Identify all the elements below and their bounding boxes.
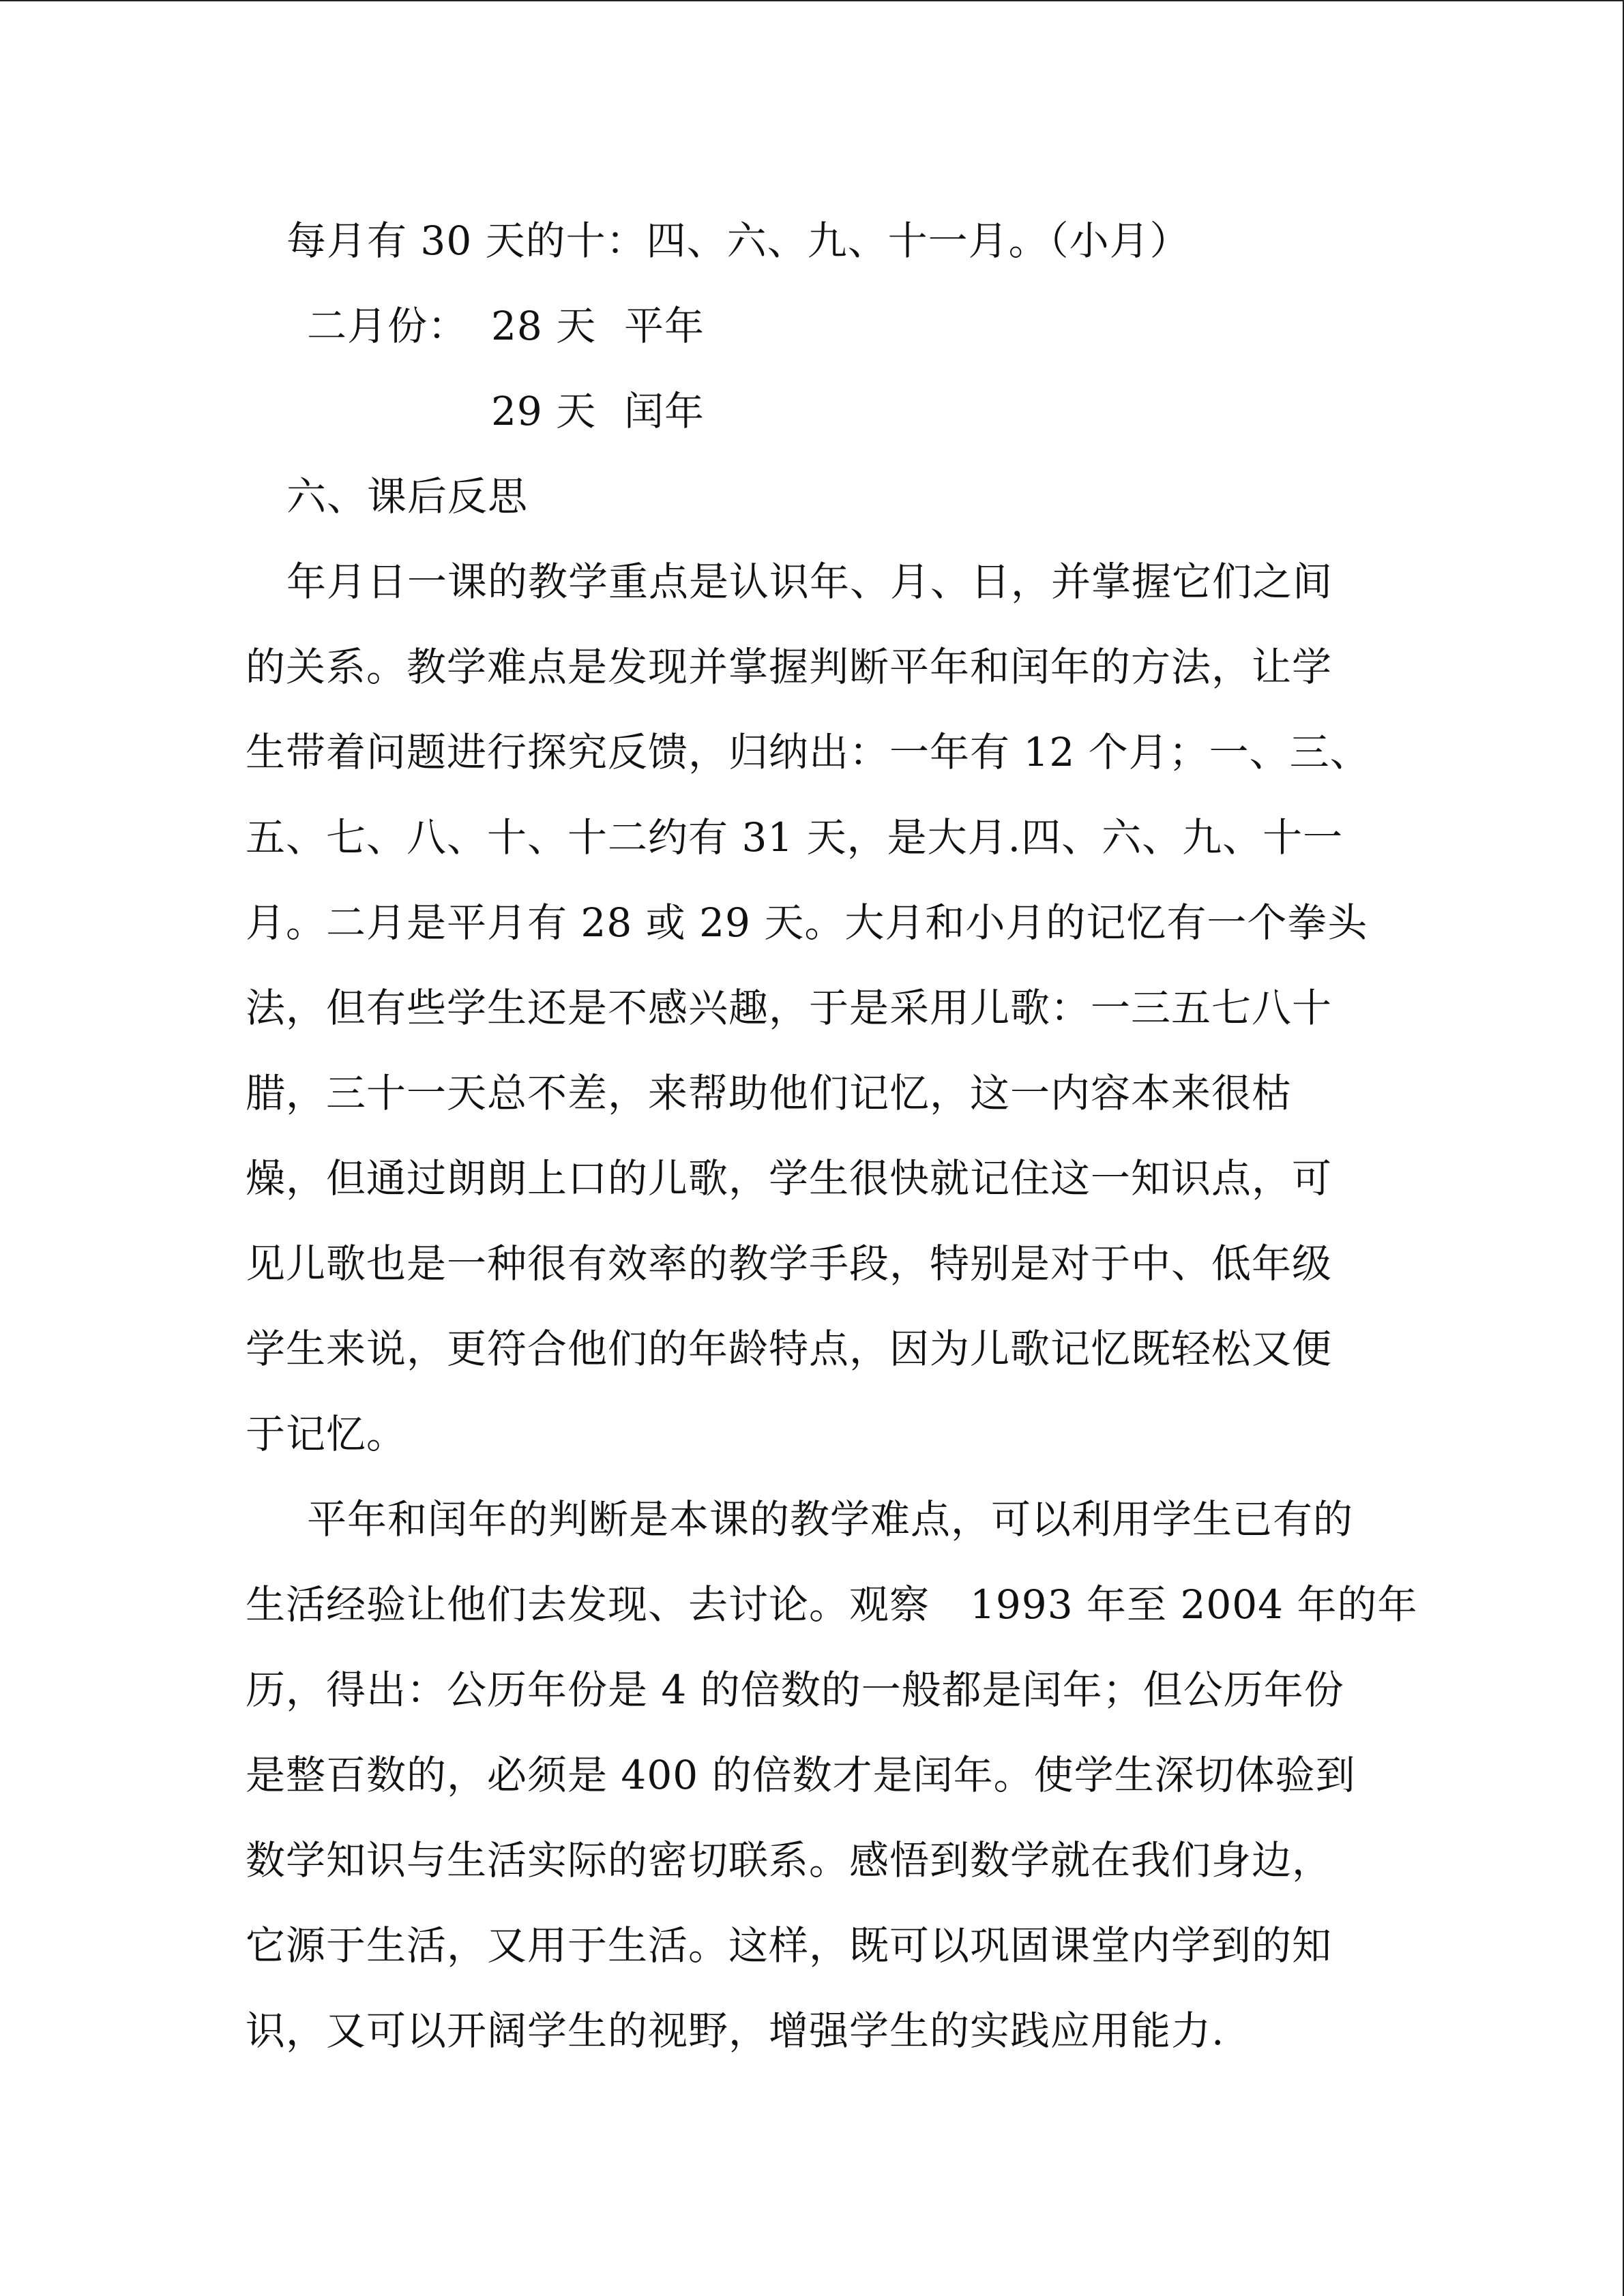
- february-days-leap: 29 天: [491, 388, 597, 434]
- paragraph-1-line: 于记忆。: [246, 1411, 407, 1457]
- paragraph-1-line: 年月日一课的教学重点是认识年、月、日，并掌握它们之间: [286, 558, 1333, 605]
- paragraph-2-line: 数学知识与生活实际的密切联系。感悟到数学就在我们身边，: [246, 1837, 1333, 1883]
- paragraph-2-line: 它源于生活，又用于生活。这样，既可以巩固课堂内学到的知: [246, 1922, 1333, 1969]
- paragraph-1-line: 腊，三十一天总不差，来帮助他们记忆，这一内容本来很枯: [246, 1070, 1293, 1116]
- february-type-common: 平年: [624, 303, 705, 349]
- paragraph-2-line: 识，又可以开阔学生的视野，增强学生的实践应用能力.: [246, 2008, 1225, 2054]
- paragraph-2-line: 平年和闰年的判断是本课的教学难点，可以利用学生已有的: [307, 1496, 1354, 1542]
- section-heading: 六、课后反思: [286, 473, 529, 520]
- paragraph-1-line: 生带着问题进行探究反馈，归纳出：一年有 12 个月；一、三、: [246, 729, 1370, 775]
- paragraph-2-line: 生活经验让他们去发现、去讨论。观察 1993 年至 2004 年的年: [246, 1581, 1418, 1628]
- paragraph-1-line: 五、七、八、十、十二约有 31 天，是大月.四、六、九、十一: [246, 814, 1344, 861]
- paragraph-1-line: 见儿歌也是一种很有效率的教学手段，特别是对于中、低年级: [246, 1240, 1333, 1287]
- february-days-common: 28 天: [491, 303, 597, 349]
- paragraph-1-line: 燥，但通过朗朗上口的儿歌，学生很快就记住这一知识点，可: [246, 1155, 1333, 1202]
- paragraph-1-line: 法，但有些学生还是不感兴趣，于是采用儿歌：一三五七八十: [246, 985, 1333, 1031]
- paragraph-1-line: 月。二月是平月有 28 或 29 天。大月和小月的记忆有一个拳头: [246, 899, 1368, 946]
- paragraph-2-line: 历，得出：公历年份是 4 的倍数的一般都是闰年；但公历年份: [246, 1667, 1344, 1713]
- paragraph-2-line: 是整百数的，必须是 400 的倍数才是闰年。使学生深切体验到: [246, 1752, 1356, 1798]
- february-type-leap: 闰年: [624, 388, 705, 434]
- small-months-line: 每月有 30 天的十：四、六、九、十一月。（小月）: [286, 218, 1190, 264]
- paragraph-1-line: 学生来说，更符合他们的年龄特点，因为儿歌记忆既轻松又便: [246, 1326, 1333, 1372]
- paragraph-1-line: 的关系。教学难点是发现并掌握判断平年和闰年的方法，让学: [246, 644, 1333, 690]
- february-label: 二月份：: [307, 303, 469, 349]
